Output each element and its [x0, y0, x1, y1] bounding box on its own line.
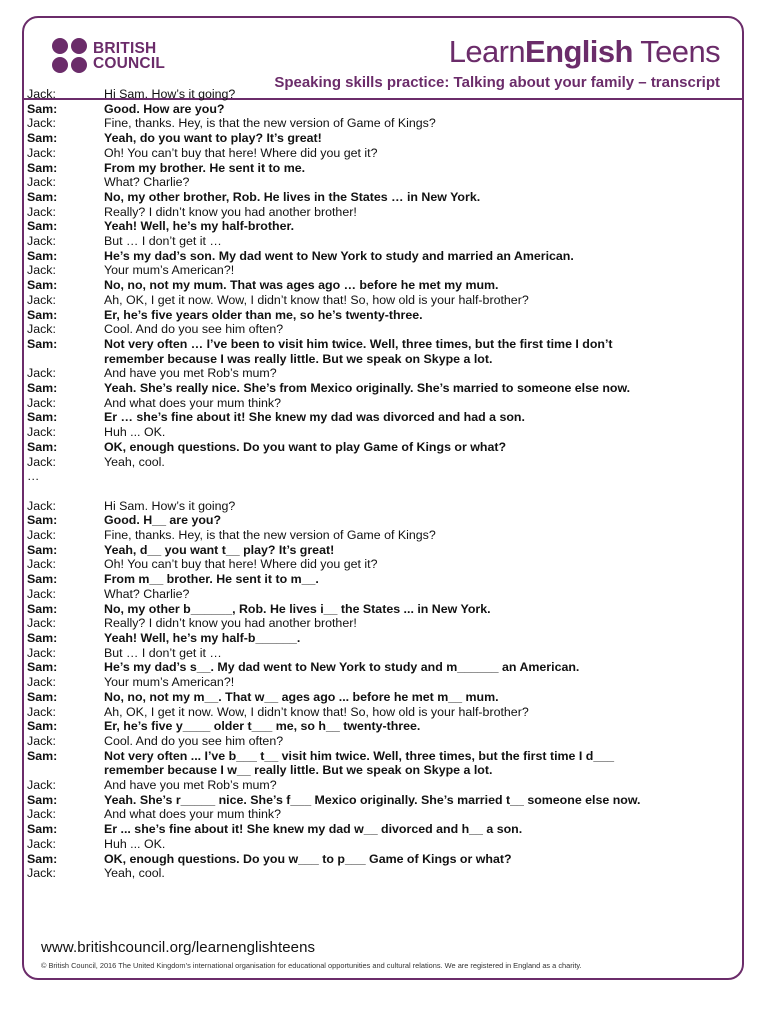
- dialogue-line: [27, 87, 707, 102]
- logo-teens: Teens: [632, 34, 720, 69]
- speaker-label: Jack:: [27, 145, 56, 160]
- learnenglish-teens-logo: [449, 34, 720, 70]
- speaker-label: Sam:: [27, 601, 58, 616]
- speaker-label: Jack:: [27, 425, 56, 440]
- footer-url[interactable]: www.britishcouncil.org/learnenglishteens: [41, 939, 316, 956]
- speaker-label: Sam:: [27, 631, 58, 645]
- dialogue-line: [27, 749, 707, 778]
- dialogue-line: [27, 675, 707, 690]
- speaker-label: Sam:: [27, 542, 58, 557]
- dialogue-line: [27, 807, 707, 822]
- speaker-label: Jack:: [27, 616, 56, 631]
- speaker-label: Jack:: [27, 866, 56, 881]
- speech-text: Yeah. She’s r_____ nice. She’s f___ Mexico originally. She’s married t__ someone else now.: [104, 792, 641, 807]
- speaker-label: Jack:: [27, 87, 56, 101]
- dialogue-line: [27, 557, 707, 572]
- dialogue-line: [27, 734, 707, 749]
- speaker-label: Sam:: [27, 336, 58, 351]
- dialogue-line: [27, 366, 707, 381]
- speech-text: And what does your mum think?: [104, 395, 282, 410]
- speaker-label: Jack:: [27, 175, 56, 190]
- transcript-gap-fill: [27, 499, 707, 881]
- speech-text: Yeah. She’s really nice. She’s from Mexico originally. She’s married to someone else now.: [104, 381, 631, 396]
- speaker-label: Sam:: [27, 439, 58, 454]
- speech-text: Er, he’s five y____ older t___ me, so h__ twenty-three.: [104, 719, 421, 734]
- speech-text: Hi Sam. How’s it going?: [104, 498, 236, 513]
- dialogue-line: [27, 778, 707, 793]
- speaker-label: Jack:: [27, 528, 56, 543]
- speech-text: Yeah, cool.: [104, 454, 165, 469]
- speech-text: And what does your mum think?: [104, 807, 282, 822]
- speech-text: Your mum’s American?!: [104, 675, 235, 690]
- speech-text: Yeah! Well, he’s my half-b______.: [104, 631, 301, 645]
- dialogue-line: [27, 440, 707, 455]
- dialogue-line: [27, 322, 707, 337]
- speech-text: Really? I didn’t know you had another brother!: [104, 616, 357, 631]
- dialogue-line: [27, 308, 707, 323]
- british-council-wordmark: [93, 41, 165, 71]
- speaker-label: Jack:: [27, 322, 56, 337]
- speech-text: But … I don’t get it …: [104, 234, 222, 249]
- dialogue-line: [27, 131, 707, 146]
- british-council-logo: [52, 38, 165, 73]
- dialogue-line: [27, 102, 707, 117]
- speaker-label: Jack:: [27, 263, 56, 278]
- speech-text: No, no, not my m__. That w__ ages ago ... before he met m__ mum.: [104, 689, 499, 704]
- speech-text: Er ... she’s fine about it! She knew my dad w__ divorced and h__ a son.: [104, 822, 523, 837]
- speech-text: He’s my dad’s s__. My dad went to New York to study and m______ an American.: [104, 660, 580, 675]
- dialogue-line: [27, 660, 707, 675]
- dialogue-line: [27, 396, 707, 411]
- speaker-label: Sam:: [27, 160, 58, 175]
- dialogue-line: [27, 219, 707, 234]
- british-council-dots-icon: [52, 38, 87, 73]
- speaker-label: Jack:: [27, 836, 56, 851]
- dialogue-line: [27, 616, 707, 631]
- dialogue-line: [27, 587, 707, 602]
- speech-text: Good. How are you?: [104, 101, 225, 116]
- speaker-label: Sam:: [27, 689, 58, 704]
- speech-text: Yeah, cool.: [104, 866, 165, 881]
- speaker-label: Jack:: [27, 366, 56, 381]
- speaker-label: Sam:: [27, 189, 58, 204]
- transcript-body: [27, 87, 707, 881]
- speaker-label: Jack:: [27, 204, 56, 219]
- speaker-label: Sam:: [27, 792, 58, 807]
- speech-text: Oh! You can’t buy that here! Where did you get it?: [104, 145, 378, 160]
- logo-english: English: [525, 34, 633, 69]
- speaker-label: Sam:: [27, 381, 58, 396]
- dialogue-line: [27, 249, 707, 264]
- speech-text: Really? I didn’t know you had another brother!: [104, 204, 357, 219]
- dialogue-line: [27, 837, 707, 852]
- speech-text: Yeah, d__ you want t__ play? It’s great!: [104, 542, 335, 557]
- speech-text: And have you met Rob’s mum?: [104, 366, 277, 381]
- dialogue-line: [27, 690, 707, 705]
- speech-text: Huh ... OK.: [104, 425, 166, 440]
- speaker-label: Sam:: [27, 851, 58, 866]
- section-separator: …: [27, 469, 40, 484]
- speaker-label: Jack:: [27, 292, 56, 307]
- speaker-label: Jack:: [27, 645, 56, 660]
- dialogue-line: [27, 513, 707, 528]
- speaker-label: Jack:: [27, 807, 56, 822]
- speaker-label: Jack:: [27, 704, 56, 719]
- speaker-label: Sam:: [27, 278, 58, 293]
- speech-text: No, my other b______, Rob. He lives i__ the States ... in New York.: [104, 601, 491, 616]
- speech-text: Yeah, do you want to play? It’s great!: [104, 131, 322, 146]
- speaker-label: Sam:: [27, 410, 58, 425]
- speaker-label: Sam:: [27, 660, 58, 675]
- dialogue-line: [27, 263, 707, 278]
- speaker-label: Jack:: [27, 778, 56, 793]
- speaker-label: Sam:: [27, 219, 58, 234]
- dialogue-line: [27, 175, 707, 190]
- logo-line-1: BRITISH: [93, 39, 157, 57]
- dialogue-line: [27, 543, 707, 558]
- speech-text: He’s my dad’s son. My dad went to New York to study and married an American.: [104, 248, 574, 263]
- speech-text: No, my other brother, Rob. He lives in the States … in New York.: [104, 189, 481, 204]
- speech-text: Fine, thanks. Hey, is that the new version of Game of Kings?: [104, 116, 436, 131]
- speech-text: Fine, thanks. Hey, is that the new version of Game of Kings?: [104, 528, 436, 543]
- speech-text: No, no, not my mum. That was ages ago … before he met my mum.: [104, 278, 499, 293]
- speaker-label: Sam:: [27, 131, 58, 146]
- dialogue-line: [27, 161, 707, 176]
- speech-text: Good. H__ are you?: [104, 513, 222, 528]
- speaker-label: Jack:: [27, 395, 56, 410]
- dialogue-line: [27, 705, 707, 720]
- dialogue-line: [27, 793, 707, 808]
- speech-text: Er, he’s five years older than me, so he’s twenty-three.: [104, 307, 423, 322]
- speech-text: Ah, OK, I get it now. Wow, I didn’t know that! So, how old is your half-brother?: [104, 704, 529, 719]
- speaker-label: Sam:: [27, 719, 58, 734]
- dialogue-line: [27, 234, 707, 249]
- footer-legal: © British Council, 2016 The United Kingdom’s international organisation for educational opportunities and cultural relations. We are registered in England as a charity.: [41, 961, 582, 970]
- speech-text: What? Charlie?: [104, 175, 190, 190]
- dialogue-line: [27, 116, 707, 131]
- speaker-label: Sam:: [27, 748, 58, 763]
- dialogue-line: [27, 146, 707, 161]
- speaker-label: Sam:: [27, 572, 58, 587]
- speech-text: Er … she’s fine about it! She knew my dad was divorced and had a son.: [104, 410, 525, 425]
- dialogue-line: [27, 646, 707, 661]
- speaker-label: Sam:: [27, 248, 58, 263]
- speaker-label: Sam:: [27, 822, 58, 837]
- speech-text: But … I don’t get it …: [104, 645, 222, 660]
- speaker-label: Jack:: [27, 234, 56, 249]
- dialogue-line: [27, 293, 707, 308]
- speech-text: Yeah! Well, he’s my half-brother.: [104, 219, 295, 234]
- speaker-label: Sam:: [27, 513, 58, 528]
- dialogue-line: [27, 719, 707, 734]
- dialogue-line: [27, 381, 707, 396]
- logo-line-2: COUNCIL: [93, 54, 166, 72]
- dialogue-line: [27, 278, 707, 293]
- speech-text: From m__ brother. He sent it to m__.: [104, 572, 319, 587]
- speaker-label: Sam:: [27, 101, 58, 116]
- speech-text: What? Charlie?: [104, 586, 190, 601]
- speaker-label: Jack:: [27, 586, 56, 601]
- dialogue-line: [27, 190, 707, 205]
- speech-text: OK, enough questions. Do you w___ to p___ Game of Kings or what?: [104, 851, 512, 866]
- speech-text: Not very often ... I’ve b___ t__ visit him twice. Well, three times, but the first time I d___ remember because I w__ really little. But we speak on Skype a lot.: [104, 748, 615, 778]
- speaker-label: Jack:: [27, 733, 56, 748]
- dialogue-line: [27, 528, 707, 543]
- speaker-label: Jack:: [27, 454, 56, 469]
- dialogue-line: [27, 631, 707, 646]
- dialogue-line: [27, 822, 707, 837]
- dialogue-line: [27, 425, 707, 440]
- dialogue-line: [27, 866, 707, 881]
- speech-text: Hi Sam. How’s it going?: [104, 87, 236, 101]
- logo-learn: Learn: [448, 34, 526, 69]
- document-title: Speaking skills practice: Talking about your family – transcript: [274, 74, 720, 91]
- dialogue-line: [27, 602, 707, 617]
- speech-text: Not very often … I’ve been to visit him twice. Well, three times, but the first time I don’t remember because I was really little. But we speak on Skype a lot.: [104, 336, 613, 366]
- speech-text: From my brother. He sent it to me.: [104, 160, 306, 175]
- speech-text: Cool. And do you see him often?: [104, 322, 284, 337]
- speech-text: OK, enough questions. Do you want to play Game of Kings or what?: [104, 439, 507, 454]
- speech-text: Your mum’s American?!: [104, 263, 235, 278]
- dialogue-line: [27, 205, 707, 220]
- speaker-label: Jack:: [27, 557, 56, 572]
- transcript-full: [27, 87, 707, 469]
- speech-text: And have you met Rob’s mum?: [104, 778, 277, 793]
- dialogue-line: [27, 455, 707, 470]
- dialogue-line: [27, 337, 707, 366]
- speech-text: Oh! You can’t buy that here! Where did you get it?: [104, 557, 378, 572]
- dialogue-line: [27, 852, 707, 867]
- speaker-label: Jack:: [27, 498, 56, 513]
- speaker-label: Jack:: [27, 116, 56, 131]
- dialogue-line: [27, 410, 707, 425]
- dialogue-line: [27, 572, 707, 587]
- speaker-label: Jack:: [27, 675, 56, 690]
- speech-text: Cool. And do you see him often?: [104, 733, 284, 748]
- dialogue-line: [27, 499, 707, 514]
- speaker-label: Sam:: [27, 307, 58, 322]
- speech-text: Ah, OK, I get it now. Wow, I didn’t know that! So, how old is your half-brother?: [104, 292, 529, 307]
- speech-text: Huh ... OK.: [104, 836, 166, 851]
